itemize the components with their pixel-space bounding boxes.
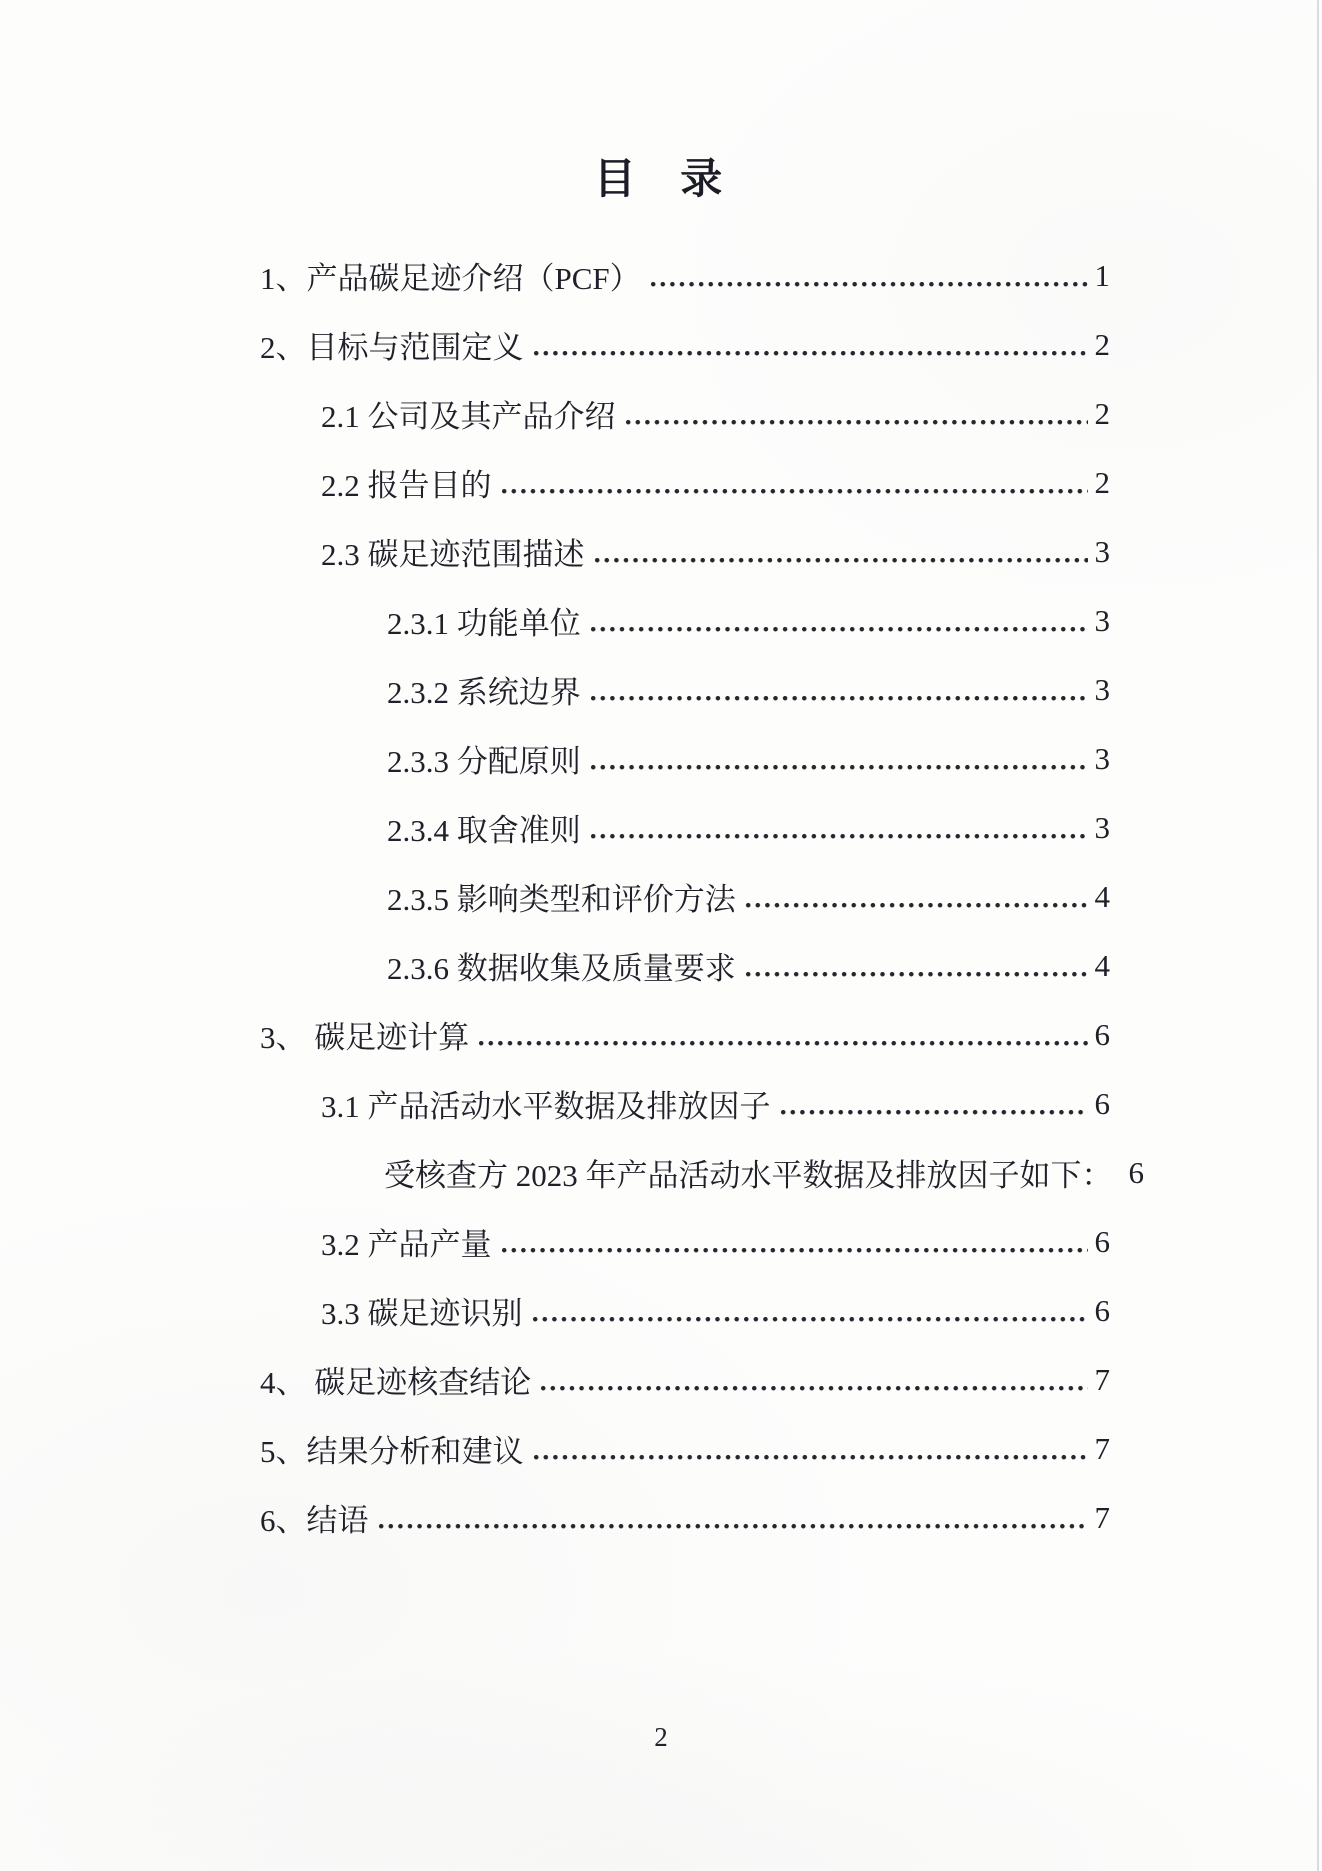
toc-entry-label: 2.3.1 功能单位 [387,606,581,641]
toc-entry-label: 2.3.2 系统边界 [387,675,581,710]
toc-entry-label: 3.3 碳足迹识别 [321,1296,523,1331]
toc-entry-label: 2、目标与范围定义 [260,330,524,365]
toc-entry-label: 5、结果分析和建议 [260,1434,524,1469]
dotted-leader [590,695,1088,702]
toc-entry [0,1483,1322,1552]
toc-entry-label: 2.3.3 分配原则 [387,744,581,779]
dotted-leader [533,1454,1088,1461]
toc-entry [0,448,1322,517]
toc-list [0,241,1322,1552]
toc-entry-label: 2.3 碳足迹范围描述 [321,537,585,572]
toc-entry-page-number: 6 [1094,1085,1110,1121]
footer-page-number: 2 [654,1722,668,1752]
toc-entry-page-number: 7 [1094,1430,1110,1466]
toc-entry-page-number: 3 [1094,602,1110,638]
dotted-leader [478,1040,1087,1047]
dotted-leader [590,626,1088,633]
toc-entry-page-number: 2 [1094,326,1110,362]
toc-entry-page-number: 6 [1094,1292,1110,1328]
dotted-leader [540,1385,1087,1392]
toc-entry [0,793,1322,862]
toc-entry-label: 4、 碳足迹核查结论 [260,1365,532,1400]
toc-entry-label: 2.1 公司及其产品介绍 [321,399,616,434]
toc-entry [0,310,1322,379]
toc-entry-label: 2.3.6 数据收集及质量要求 [387,951,736,986]
toc-entry [0,1207,1322,1276]
toc-entry-page-number: 7 [1094,1499,1110,1535]
toc-entry-page-number: 4 [1094,947,1110,983]
toc-entry-page-number: 4 [1094,878,1110,914]
dotted-leader [378,1523,1088,1530]
toc-entry [0,1345,1322,1414]
toc-entry [0,379,1322,448]
toc-entry-label: 2.3.4 取舍准则 [387,813,581,848]
toc-entry-label: 受核查方 2023 年产品活动水平数据及排放因子如下： [384,1158,1113,1193]
dotted-leader [590,833,1088,840]
toc-title: 目 录 [593,157,729,203]
dotted-leader [625,419,1088,426]
toc-entry [0,1069,1322,1138]
scan-edge-artifact [1317,0,1319,1871]
toc-entry [0,655,1322,724]
toc-entry [0,517,1322,586]
toc-entry [0,931,1322,1000]
toc-entry-label: 3.1 产品活动水平数据及排放因子 [321,1089,771,1124]
dotted-leader [745,902,1088,909]
toc-entry-page-number: 2 [1094,395,1110,431]
toc-entry-label: 3.2 产品产量 [321,1227,492,1262]
dotted-leader [594,557,1088,564]
toc-entry-page-number: 3 [1094,740,1110,776]
toc-entry-page-number: 6 [1094,1223,1110,1259]
toc-entry-page-number: 2 [1094,464,1110,500]
dotted-leader [650,281,1088,288]
toc-entry-label: 2.3.5 影响类型和评价方法 [387,882,736,917]
dotted-leader [532,1316,1088,1323]
toc-entry-label: 3、 碳足迹计算 [260,1020,470,1055]
dotted-leader [533,350,1088,357]
dotted-leader [590,764,1088,771]
toc-entry-page-number: 3 [1094,533,1110,569]
toc-entry [0,1000,1322,1069]
toc-entry-page-number: 6 [1128,1154,1144,1190]
toc-entry-page-number: 7 [1094,1361,1110,1397]
toc-entry-label: 1、产品碳足迹介绍（PCF） [260,261,641,296]
toc-entry [0,724,1322,793]
toc-entry [0,862,1322,931]
toc-entry-page-number: 3 [1094,671,1110,707]
toc-entry-page-number: 1 [1094,257,1110,293]
toc-entry [0,1414,1322,1483]
toc-entry [0,241,1322,310]
toc-entry-label: 6、结语 [260,1503,369,1538]
toc-entry-label: 2.2 报告目的 [321,468,492,503]
toc-entry [0,586,1322,655]
dotted-leader [501,488,1088,495]
toc-entry [0,1138,1322,1207]
dotted-leader [780,1109,1088,1116]
toc-entry-page-number: 3 [1094,809,1110,845]
toc-entry-page-number: 6 [1094,1016,1110,1052]
dotted-leader [745,971,1088,978]
toc-entry [0,1276,1322,1345]
dotted-leader [501,1247,1088,1254]
